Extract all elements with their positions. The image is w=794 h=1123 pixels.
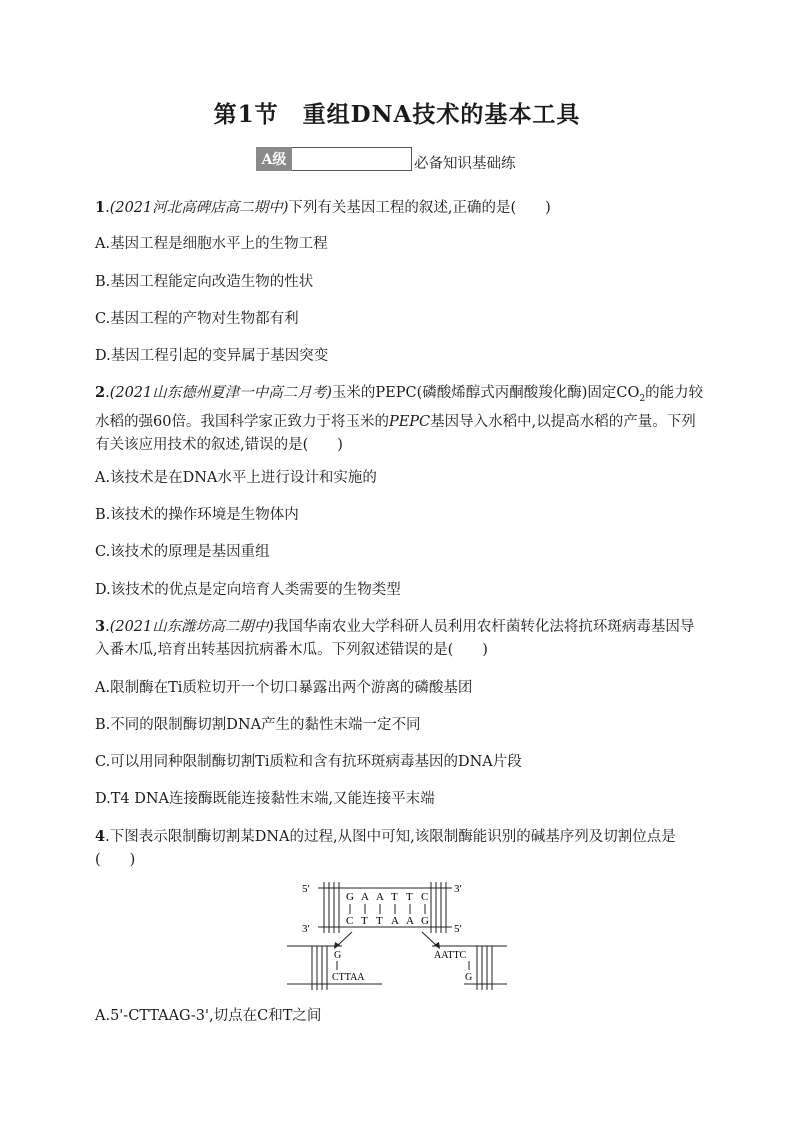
bottom-base: A — [391, 915, 399, 927]
option-b[interactable]: B.不同的限制酶切割DNA产生的黏性末端一定不同 — [95, 717, 421, 733]
top-base: A — [361, 891, 369, 903]
option-d[interactable]: D.T4 DNA连接酶既能连接黏性末端,又能连接平末端 — [95, 791, 435, 807]
level-header — [256, 146, 516, 172]
question-4-stem — [95, 825, 705, 872]
option-c[interactable]: C.基因工程的产物对生物都有利 — [95, 311, 299, 327]
top-base: A — [376, 891, 384, 903]
option-d[interactable]: D.该技术的优点是定向培育人类需要的生物类型 — [95, 582, 401, 598]
option-a[interactable]: A.该技术是在DNA水平上进行设计和实施的 — [95, 470, 377, 486]
left-fragment-sticky-end: CTTAA — [332, 972, 365, 983]
question-number: 1 — [95, 199, 106, 216]
base-pair-group — [346, 891, 429, 927]
top-base: G — [346, 891, 354, 903]
bottom-base: A — [406, 915, 414, 927]
question-text-part: 玉米的PEPC(磷酸烯醇式丙酮酸羧化酶)固定CO — [331, 385, 640, 401]
option-c[interactable]: C.可以用同种限制酶切割Ti质粒和含有抗环斑病毒基因的DNA片段 — [95, 754, 522, 770]
option-a[interactable]: A.限制酶在Ti质粒切开一个切口暴露出两个游离的磷酸基团 — [95, 680, 473, 696]
question-text: 下列有关基因工程的叙述,正确的是( ) — [288, 200, 551, 216]
arrow-left — [337, 932, 352, 946]
question-number: 3 — [95, 618, 106, 635]
question-source: (2021山东潍坊高二期中) — [109, 619, 274, 635]
level-label: 必备知识基础练 — [414, 155, 516, 172]
right-fragment-sticky-end: AATTC — [434, 950, 467, 961]
top-base: C — [421, 891, 429, 903]
bottom-base: C — [346, 915, 354, 927]
question-number: 4 — [95, 828, 106, 845]
bottom-base: T — [376, 915, 383, 927]
option-a[interactable]: A.基因工程是细胞水平上的生物工程 — [95, 236, 328, 252]
option-b[interactable]: B.基因工程能定向改造生物的性状 — [95, 274, 314, 290]
question-text-part: 基因导入水稻中,以提高水稻的产量。下列有关该应用技术的叙述,错误的是( ) — [95, 413, 696, 453]
level-badge: A级 — [256, 147, 292, 171]
question-source: (2021河北高碑店高二期中) — [109, 200, 289, 216]
question-text-part: 的能力较水稻的强60倍。我国科学家正致力于将玉米的 — [95, 385, 704, 430]
subscript: 2 — [639, 393, 646, 404]
top-base: T — [406, 891, 413, 903]
option-a[interactable]: A.5'-CTTAAG-3',切点在C和T之间 — [95, 1008, 322, 1024]
label-3-prime-bottom: 3′ — [302, 923, 310, 935]
label-5-prime-top: 5′ — [302, 883, 310, 895]
question-text: 我国华南农业大学科研人员利用农杆菌转化法将抗环斑病毒基因导入番木瓜,培育出转基因抗病番木瓜。下列叙述错误的是( ) — [95, 619, 695, 658]
label-3-prime-top: 3′ — [454, 883, 462, 895]
gene-name: PEPC — [388, 413, 431, 430]
restriction-enzyme-diagram — [282, 880, 512, 990]
top-base: T — [391, 891, 398, 903]
question-1-stem: 1.(2021河北高碑店高二期中)下列有关基因工程的叙述,正确的是( ) — [95, 199, 551, 216]
option-c[interactable]: C.该技术的原理是基因重组 — [95, 544, 270, 560]
left-fragment-top-base: G — [334, 950, 342, 961]
question-2-stem: 2.(2021山东德州夏津一中高二月考)玉米的PEPC(磷酸烯醇式丙酮酸羧化酶)固定$CO_2$的能力较水稻的强60倍。我国科学家正致力于将玉米的PEPC基因导入水稻中,以提高水稻的产量。下列有关该应用技术的叙述,错误的是( ) — [95, 384, 704, 453]
question-number: 2 — [95, 384, 106, 401]
page-title: 第1节 重组DNA技术的基本工具 — [213, 101, 581, 128]
bottom-base: T — [361, 915, 368, 927]
question-3-stem: 3.(2021山东潍坊高二期中)我国华南农业大学科研人员利用农杆菌转化法将抗环斑病毒基因导入番木瓜,培育出转基因抗病番木瓜。下列叙述错误的是( ) — [95, 618, 695, 658]
question-text: .下图表示限制酶切割某DNA的过程,从图中可知,该限制酶能识别的碱基序列及切割位点是( ) — [95, 829, 676, 868]
option-b[interactable]: B.该技术的操作环境是生物体内 — [95, 507, 299, 523]
option-d[interactable]: D.基因工程引起的变异属于基因突变 — [95, 348, 329, 364]
arrow-right — [422, 932, 437, 946]
question-source: (2021山东德州夏津一中高二月考) — [109, 385, 332, 401]
label-5-prime-bottom: 5′ — [454, 923, 462, 935]
right-fragment-bottom-base: G — [465, 972, 473, 983]
score-box — [292, 147, 412, 171]
bottom-base: G — [421, 915, 429, 927]
